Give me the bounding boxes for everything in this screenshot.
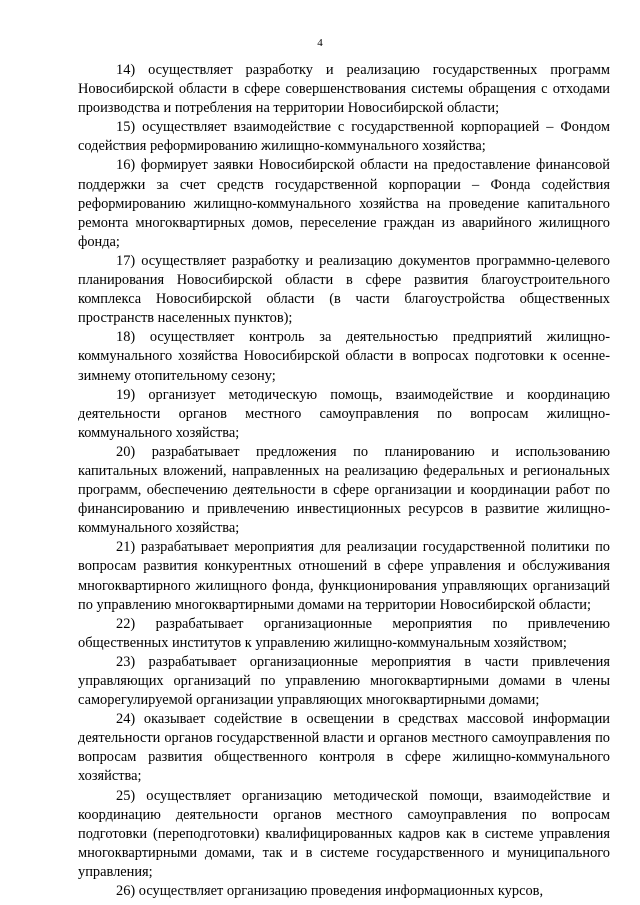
clause-19: 19) организует методическую помощь, взаимодействие и координацию деятельности органов местного самоуправления по вопросам жилищно-коммунального хозяйства; (78, 386, 610, 441)
clause-25: 25) осуществляет организацию методической помощи, взаимодействие и координацию деятельности органов местного самоуправления по вопросам подготовки (переподготовки) квалифицированных кадров как в системе управления многоквартирными домами, так и в системе государственного и муниципального управления; (78, 787, 610, 880)
clause-20: 20) разрабатывает предложения по планированию и использованию капитальных вложений, направленных на реализацию федеральных и региональных программ, обеспечению деятельности в сфере организации и координации работ по финансированию и привлечению инвестиционных ресурсов в развитие жилищно-коммунального хозяйства; (78, 443, 610, 537)
clause-18: 18) осуществляет контроль за деятельностью предприятий жилищно-коммунального хозяйства Новосибирской области в вопросах подготовки к осенне-зимнему отопительному сезону; (78, 329, 610, 384)
clause-22: 22) разрабатывает организационные мероприятия по привлечению общественных институтов к управлению жилищно-коммунальным хозяйством; (78, 615, 610, 651)
clause-21: 21) разрабатывает мероприятия для реализации государственной политики по вопросам развития конкурентных отношений в сфере управления и обслуживания многоквартирного жилищного фонда, функционирования управляющих организаций по управлению многоквартирными домами на территории Новосибирской области; (78, 539, 610, 613)
document-body (78, 61, 610, 901)
clause-14: 14) осуществляет разработку и реализацию государственных программ Новосибирской области в сфере совершенствования системы обращения с отходами производства и потребления на территории Новосибирской области; (78, 62, 610, 117)
clause-23: 23) разрабатывает организационные мероприятия в части привлечения управляющих организаций по управлению многоквартирными домами в члены саморегулируемой организации управляющих многоквартирными домами; (78, 653, 610, 709)
clause-15: 15) осуществляет взаимодействие с государственной корпорацией – Фондом содействия реформированию жилищно-коммунального хозяйства; (78, 119, 610, 155)
clause-17: 17) осуществляет разработку и реализацию документов программно-целевого планирования Новосибирской области в сфере развития благоустроительного комплекса Новосибирской области (в части благоустройства общественных пространств населенных пунктов); (78, 252, 610, 327)
clause-26: 26) осуществляет организацию проведения информационных курсов, (116, 883, 544, 900)
page-number: 4 (317, 37, 323, 49)
clause-16: 16) формирует заявки Новосибирской области на предоставление финансовой поддержки за счет средств государственной корпорации – Фонда содействия реформированию жилищно-коммунального хозяйства на проведение капитального ремонта многоквартирных домов, переселение граждан из аварийного жилищного фонда; (78, 157, 610, 250)
clause-24: 24) оказывает содействие в освещении в средствах массовой информации деятельности органов государственной власти и органов местного самоуправления по вопросам развития общественного контроля в сфере жилищно-коммунального хозяйства; (78, 711, 610, 785)
